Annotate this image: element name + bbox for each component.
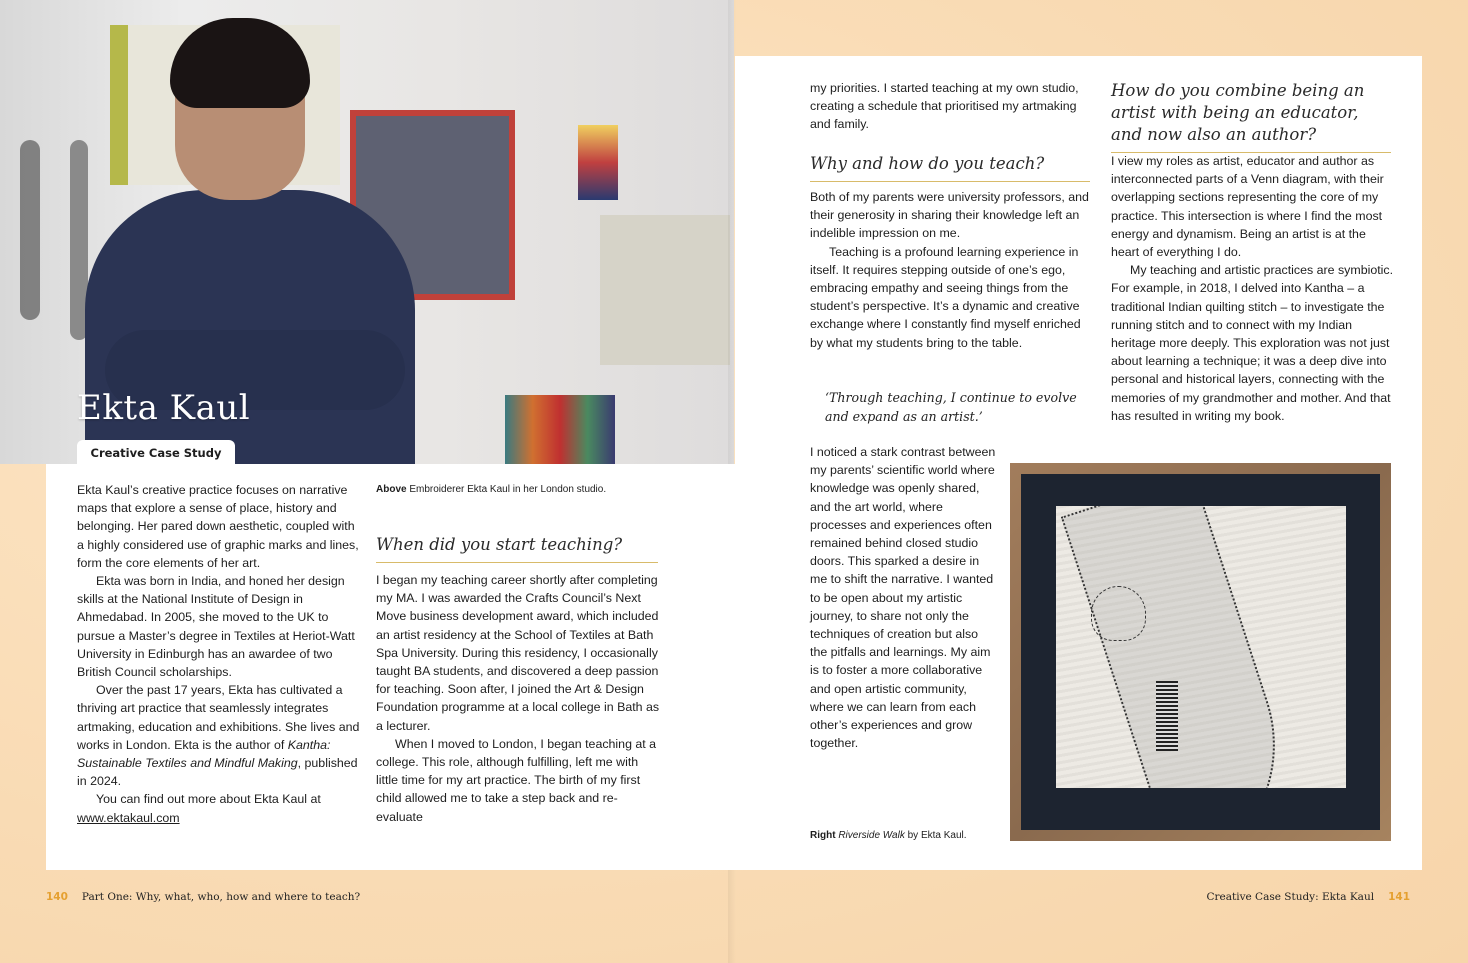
section-tag: Creative Case Study	[77, 440, 235, 466]
wall-artwork	[20, 140, 40, 320]
section-heading-when: When did you start teaching?	[376, 534, 658, 563]
section-heading-how: How do you combine being an artist with being an educator, and now also an author?	[1111, 80, 1391, 153]
body-paragraph: When I moved to London, I began teaching at a college. This role, although fulfilling, left me with little time for my art practice. The birth of my first child allowed me to take a step back and re-evaluate	[376, 736, 657, 824]
when-column	[376, 571, 661, 826]
page-number: 140	[46, 891, 68, 903]
body-paragraph: I noticed a stark contrast between my parents’ scientific world where knowledge was openly shared, and the art world, where processes and experiences often remained behind closed studio doors. This sparked a desire in me to shift the narrative. I wanted to be open about my artistic journey, to share not only the techniques of creation but also the pitfalls and learnings. My aim is to foster a more collaborative and open artistic community, where we can learn from each other’s experiences and grow together.	[810, 445, 996, 751]
section-heading-why: Why and how do you teach?	[810, 153, 1090, 182]
caption-label: Right	[810, 830, 836, 841]
body-paragraph: My teaching and artistic practices are symbiotic. For example, in 2018, I delved into Kantha – a traditional Indian quilting stitch – to investigate the running stitch and to connect with my Indian heritage more deeply. This exploration was not just about learning a technique; it was a deep dive into personal and historical layers, connecting with the memories of my grandmother and mother. And that has resulted in writing my book.	[1111, 263, 1394, 423]
why-column-continued	[810, 443, 996, 752]
artwork-caption	[810, 830, 967, 841]
artwork-fabric	[1056, 506, 1346, 788]
intro-paragraph: Ekta was born in India, and honed her design skills at the National Institute of Design in Ahmedabad. In 2005, she moved to the UK to pursue a Master’s degree in Textiles at Heriot-Watt University in Edinburgh has an awardee of two British Council scholarships.	[77, 574, 355, 680]
running-head: Creative Case Study: Ekta Kaul	[1206, 891, 1375, 903]
how-column	[1111, 152, 1396, 425]
body-paragraph: Both of my parents were university professors, and their generosity in sharing their knowledge left an indelible impression on me.	[810, 190, 1089, 241]
continued-column	[810, 79, 1090, 134]
caption-label: Above	[376, 484, 407, 495]
stitched-river	[1061, 506, 1312, 788]
body-paragraph: my priorities. I started teaching at my own studio, creating a schedule that prioritised my artmaking and family.	[810, 81, 1079, 132]
page-number: 141	[1388, 891, 1410, 903]
thread-spools	[505, 395, 615, 464]
website-link[interactable]: www.ektakaul.com	[77, 810, 180, 825]
wall-artwork	[578, 125, 618, 200]
wall-artwork	[600, 215, 730, 365]
text-run: You can find out more about Ekta Kaul at	[96, 792, 321, 807]
photo-caption	[376, 484, 606, 495]
why-column	[810, 188, 1090, 352]
artwork-title: Riverside Walk	[838, 830, 905, 841]
caption-text: Embroiderer Ekta Kaul in her London studio.	[406, 484, 607, 495]
website-paragraph	[77, 809, 362, 827]
footer-left	[46, 891, 360, 903]
body-paragraph: Teaching is a profound learning experience in itself. It requires stepping outside of one’s ego, embracing empathy and seeing things from the student’s perspective. It’s a dynamic and creative exchange where I constantly find myself enriched by what my students bring to the table.	[810, 244, 1081, 350]
running-head: Part One: Why, what, who, how and where to teach?	[81, 891, 361, 903]
intro-column	[77, 481, 362, 827]
body-paragraph: I began my teaching career shortly after completing my MA. I was awarded the Crafts Council’s Next Move business development award, which included an artist residency at the School of Textiles at Bath Spa University. During this residency, I occasionally taught BA students, and discovered a deep passion for teaching. Soon after, I joined the Art & Design Foundation programme at a local college in Bath as a lecturer.	[376, 573, 660, 733]
artwork-mount	[1021, 474, 1380, 830]
pull-quote: ‘Through teaching, I continue to evolve and expand as an artist.’	[825, 390, 1077, 424]
intro-paragraph: Ekta Kaul’s creative practice focuses on narrative maps that explore a sense of place, history and belonging. Her pared down aesthetic, coupled with a highly considered use of graphic marks and lines, form the core elements of her art.	[77, 483, 359, 570]
intro-paragraph	[77, 790, 362, 808]
stitched-block	[1156, 681, 1178, 751]
text-run: , published in 2024.	[77, 756, 358, 789]
footer-right	[1206, 891, 1410, 903]
body-paragraph: I view my roles as artist, educator and author as interconnected parts of a Venn diagram, with their overlapping sections representing the core of my practice. This intersection is where I find the most energy and dynamism. Being an artist is at the heart of everything I do.	[1111, 154, 1384, 260]
book-title: Kantha: Sustainable Textiles and Mindful Making	[77, 737, 331, 771]
caption-text: by Ekta Kaul.	[904, 830, 967, 841]
page-title: Ekta Kaul	[77, 388, 251, 428]
intro-paragraph	[77, 681, 362, 790]
stitched-tree	[1091, 586, 1146, 641]
text-run: Over the past 17 years, Ekta has cultivated a thriving art practice that seamlessly integrates artmaking, education and exhibitions. She lives and works in London. Ekta is the author of	[77, 683, 360, 752]
artwork-image-riverside-walk	[1010, 463, 1391, 841]
